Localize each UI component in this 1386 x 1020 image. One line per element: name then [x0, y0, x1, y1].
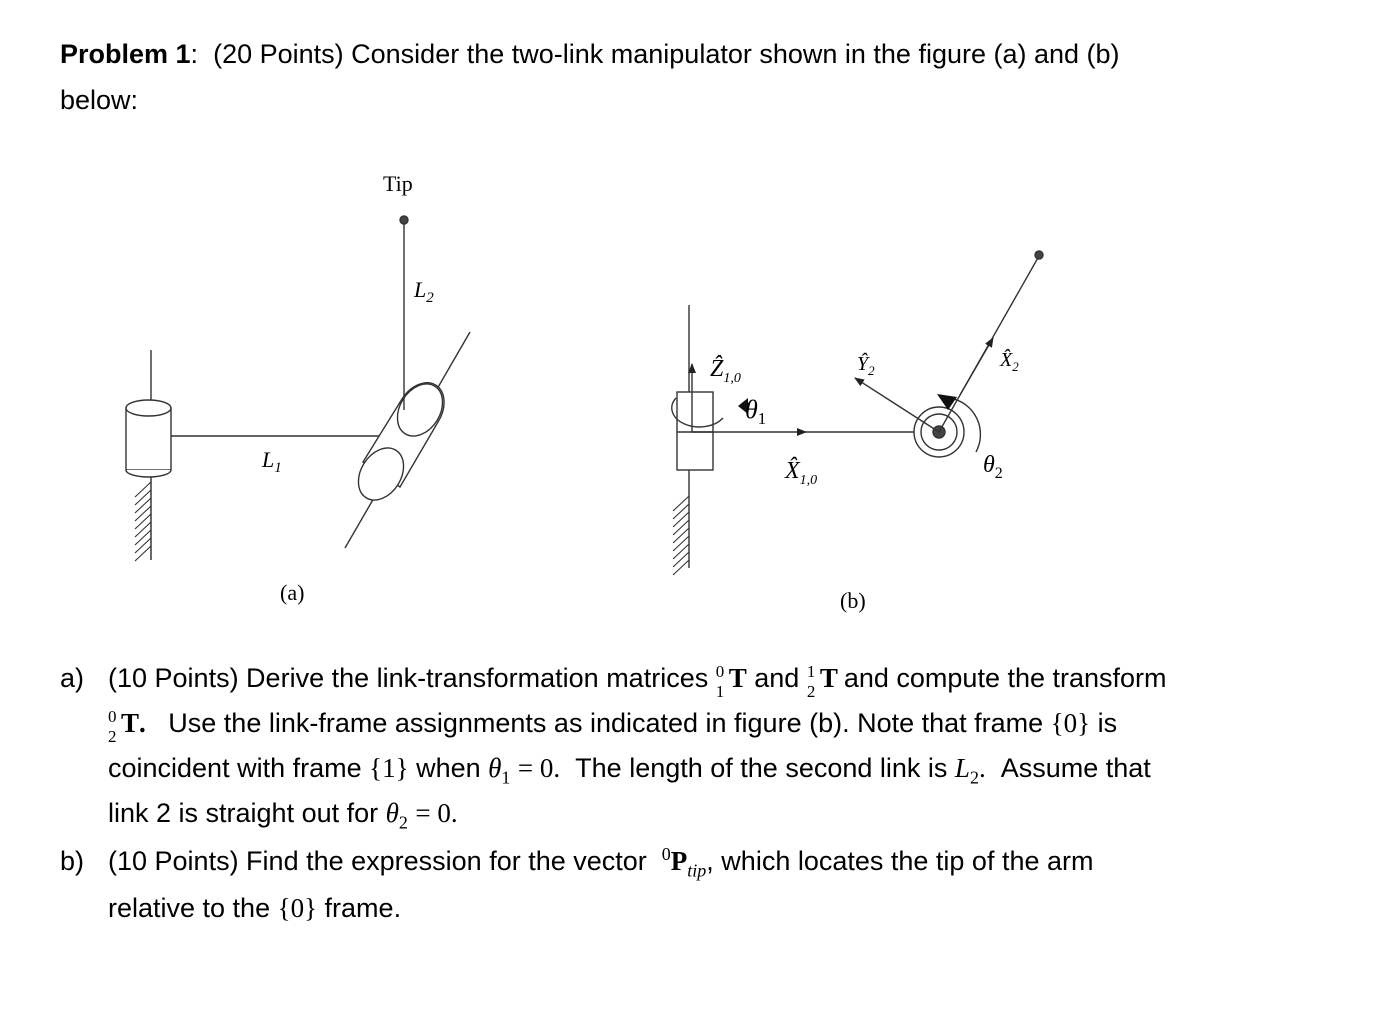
caption-b: (b): [840, 588, 866, 613]
part-a-text2-end: is: [1097, 708, 1118, 738]
part-a-line3: [108, 752, 1151, 788]
part-a-text1-end: and compute the transform: [843, 663, 1167, 693]
T12-symbol: 1 2 T: [806, 662, 838, 701]
T02-symbol: 0 2 T: [108, 707, 140, 746]
manipulator-figure: [0, 150, 1386, 620]
y2-axis-arrow: [855, 378, 939, 432]
part-a-text4: link 2 is straight out for: [108, 798, 379, 828]
part-a-text3c: Assume that: [1000, 753, 1151, 783]
theta1-eq: $\theta_1 = 0$.: [488, 753, 561, 788]
part-b-text2b: frame.: [324, 893, 402, 923]
part-b-line1: [108, 844, 1094, 881]
figure-a: [126, 216, 470, 561]
joint2-cylinder: [349, 376, 452, 509]
problem-header: [60, 38, 1120, 70]
z-axis-label: Ẑ$_{1,0}$: [710, 356, 741, 386]
theta2-eq: $\theta_2 = 0$.: [385, 798, 458, 833]
problem-statement-cont: below:: [60, 85, 139, 115]
part-a-line4: [108, 797, 458, 833]
ground-hatch-b: [673, 496, 689, 575]
tip-label: Tip: [383, 171, 413, 196]
y2-axis-label: $Ŷ_2$: [857, 353, 875, 378]
tip-point: [400, 216, 408, 224]
part-b-text1-end: , which locates the tip of the arm: [706, 846, 1094, 876]
part-b-text1: (10 Points) Find the expression for the vector: [108, 846, 647, 876]
frame1-symbol: {1}: [369, 753, 409, 783]
L1-label: $L_1$: [262, 447, 282, 476]
part-b-marker: b): [60, 846, 85, 876]
part-a-line2: [108, 707, 1118, 746]
x2-axis-arrow: [960, 338, 993, 395]
tip-point-b: [1035, 251, 1043, 259]
part-a-text3a: coincident with frame: [108, 753, 362, 783]
part-a-line1: [108, 662, 1167, 701]
problem-points: (20 Points): [213, 39, 344, 69]
part-a-text2: Use the link-frame assignments as indicated in figure (b). Note that frame: [168, 708, 1044, 738]
P-tip-symbol: $^0P_{tip}$: [661, 844, 707, 881]
L2-symbol: $L_2$.: [954, 753, 986, 788]
problem-statement: Consider the two-link manipulator shown in the figure (a) and (b): [351, 39, 1120, 69]
ground-hatch: [135, 478, 151, 561]
part-b-text2a: relative to the: [108, 893, 271, 923]
part-a-text1: (10 Points) Derive the link-transformation matrices: [108, 663, 709, 693]
x2-axis-label: $X̂_2$: [1000, 349, 1019, 374]
part-b-line2: [108, 892, 401, 924]
part-a-when: when: [416, 753, 481, 783]
joint1-box: [677, 392, 713, 470]
L2-label: $L_2$: [414, 277, 434, 306]
T01-symbol: 0 1 T: [715, 662, 747, 701]
frame0-symbol-b: {0}: [277, 893, 318, 923]
frame0-symbol: {0}: [1050, 708, 1091, 738]
theta1-label: $\theta_1$: [745, 395, 767, 428]
part-a-dot: .: [139, 708, 146, 738]
x10-axis-label: $X̂_{1,0}$: [785, 458, 818, 488]
part-a-marker: a): [60, 663, 85, 693]
figure-b: [672, 251, 1043, 575]
problem-label: Problem 1: [60, 39, 191, 69]
problem-colon: :: [190, 39, 199, 69]
caption-a: (a): [280, 580, 305, 605]
part-a-and: and: [754, 663, 800, 693]
theta2-label: $\theta_2$: [983, 452, 1003, 482]
joint1-cylinder: [126, 400, 171, 477]
part-a-text3b: The length of the second link is: [575, 753, 948, 783]
